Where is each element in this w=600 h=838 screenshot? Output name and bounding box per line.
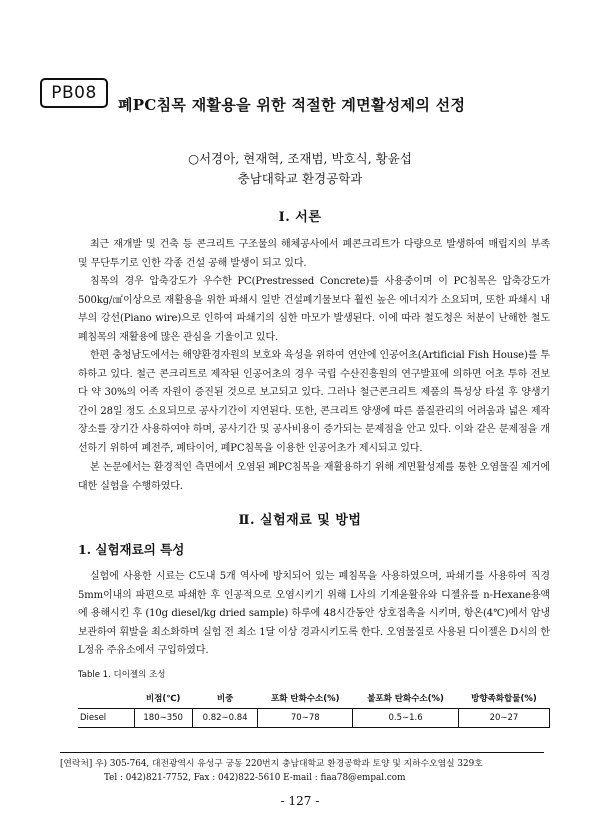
contact-footer [60, 752, 544, 785]
table-header-cell [78, 688, 134, 709]
paper-title: 폐PC침목 재활용을 위한 적절한 계면활성제의 선정 [118, 96, 466, 114]
affiliation: 충남대학교 환경공학과 [237, 171, 363, 186]
paper-code-badge: PB08 [40, 78, 108, 108]
table-cell: 20∼27 [458, 709, 549, 728]
materials-paragraph: 실험에 사용한 시료는 C도내 5개 역사에 방치되어 있는 폐침목을 사용하였으며, 파쇄기를 사용하여 직경 5mm이내의 파편으로 파쇄한 후 인공적으로 오염시키기 위해 L사의 기계윤활유와 디젤유를 n-Hexane용액에 용해시킨 후 (10g diesel/kg dried sample) 하루에 48시간동안 상호접촉을 시키며, 항온(4℃)에서 암냉 보관하여 휘발을 최소화하며 실험 전 최소 1달 이상 경과시키도록 한다. 오염물질로 사용된 디이젤은 D시의 한 L정유 주유소에서 구입하였다. [78, 571, 550, 657]
intro-paragraph-4: 본 논문에서는 환경적인 측면에서 오염된 폐PC침목을 재활용하기 위해 계면활성제를 통한 오염물질 제거에 대한 실험을 수행하였다. [78, 462, 550, 492]
table-cell: 0.82∼0.84 [192, 709, 257, 728]
table-cell: Diesel [78, 709, 134, 728]
table-cell: 180∼350 [134, 709, 192, 728]
author-list: ○서경아, 현재혁, 조재범, 박호식, 황윤섭 [188, 151, 412, 166]
intro-paragraph-3: 한편 충청남도에서는 해양환경자원의 보호와 육성을 위하여 연안에 인공어초(Artificial Fish House)를 투하하고 있다. 철근 콘크리트로 제작된 인공어초의 경우 국립 수산진흥원의 연구발표에 의하면 어초 투하 전보다 약 30%의 어족 자원이 증진된 것으로 보고되고 있다. 그러나 철근콘크리트 제품의 특성상 타설 후 양생기간이 28일 정도 소요되므로 공사기간이 지연된다. 또한, 콘크리트 양생에 따른 품질관리의 어려움과 넓은 제작장소를 장기간 사용하여야 하며, 공사기간 및 공사비용이 증가되는 문제점을 안고 있다. 이와 같은 문제점을 개선하기 위하여 폐전주, 폐타이어, 폐PC침목을 이용한 인공어초가 제시되고 있다. [78, 350, 550, 454]
table-header-cell: 방향족화합물(%) [458, 688, 549, 709]
intro-paragraph-2: 침목의 경우 압축강도가 우수한 PC(Prestressed Concrete)를 사용중이며 이 PC침목은 압축강도가 500kg/㎠이상으로 재활용을 위한 파쇄시 일반 건설폐기물보다 훨씬 높은 에너지가 소요되며, 또한 파쇄시 내부의 강선(Piano wire)으로 인하여 파쇄기의 심한 마모가 발생된다. 이에 따라 철도청은 처분이 난해한 철도 폐침목의 재활용에 많은 관심을 기울이고 있다. [78, 276, 550, 343]
table-row [78, 709, 550, 728]
contact-address: [연락처] 우) 305-764, 대전광역시 유성구 궁동 220번지 충남대학교 환경공학과 토양 및 지하수오염실 329호 [60, 759, 483, 769]
table-header-cell: 비중 [192, 688, 257, 709]
table-cell: 70∼78 [258, 709, 353, 728]
diesel-composition-table [78, 688, 550, 728]
section-heading-methods: Ⅱ. 실험재료 및 방법 [238, 513, 362, 528]
table-cell: 0.5∼1.6 [353, 709, 459, 728]
table-header-cell: 불포화 탄화수소(%) [353, 688, 459, 709]
table-header-cell: 포화 탄화수소(%) [258, 688, 353, 709]
table-caption: Table 1. 디이젤의 조성 [78, 670, 166, 680]
table-header-cell: 비점(℃) [134, 688, 192, 709]
subsection-heading-materials: 1. 실험재료의 특성 [78, 542, 185, 557]
intro-paragraph-1: 최근 재개발 및 건축 등 콘크리트 구조물의 해체공사에서 폐콘크리트가 다량으로 발생하여 매립지의 부족 및 무단투기로 인한 각종 건설 공해 발생이 되고 있다. [78, 239, 550, 269]
contact-phone-email: Tel : 042)821-7752, Fax : 042)822-5610 E-mail : fiaa78@empal.com [104, 773, 406, 783]
section-heading-introduction: Ⅰ. 서론 [278, 210, 322, 225]
page-number: - 127 - [280, 794, 320, 808]
